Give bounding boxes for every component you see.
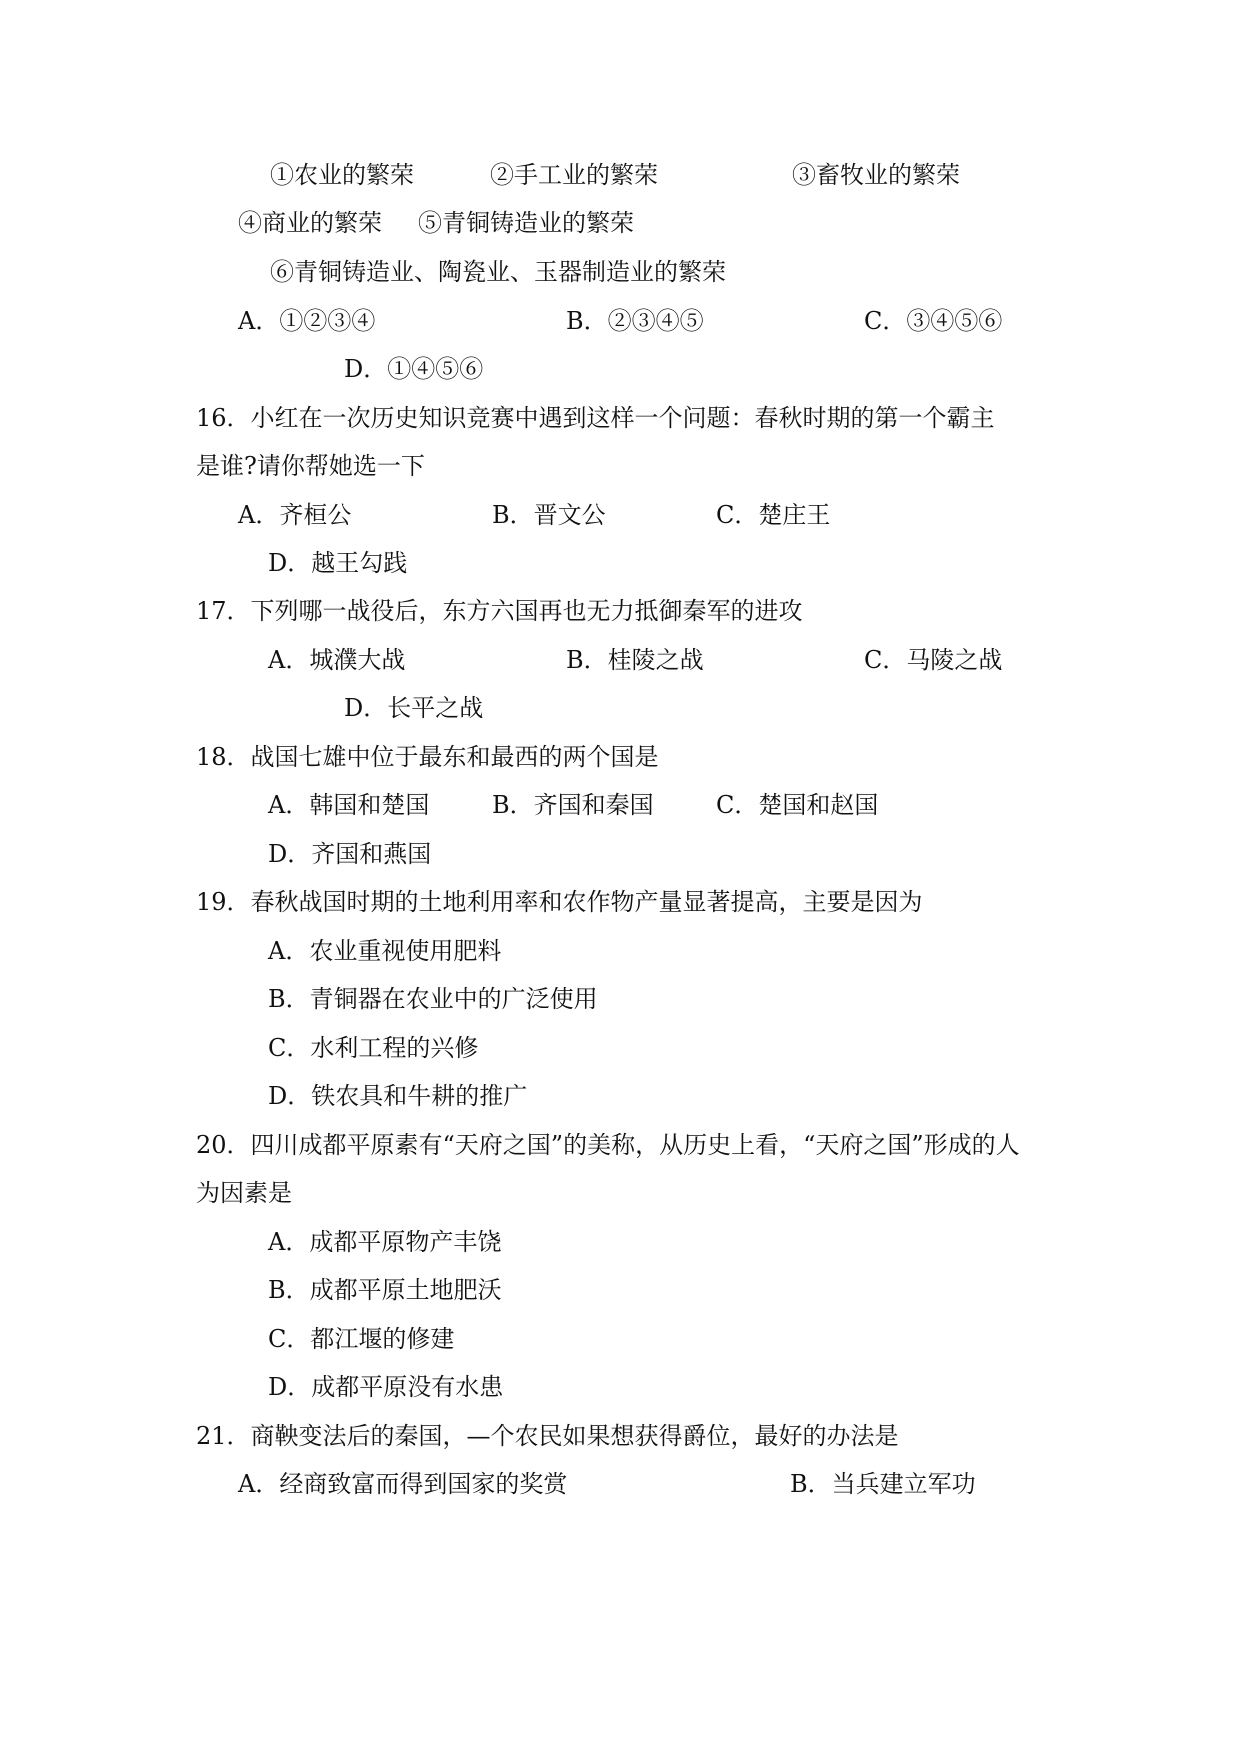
q17-option-c: C．马陵之战 <box>864 646 1003 674</box>
q19-option-a: A．农业重视使用肥料 <box>268 937 502 965</box>
q15-option-a: A．①②③④ <box>238 307 376 335</box>
q20-option-a: A．成都平原物产丰饶 <box>268 1228 502 1256</box>
q16-option-b: B．晋文公 <box>492 501 606 529</box>
q15-item-3: ③畜牧业的繁荣 <box>792 161 960 189</box>
q15-item-1: ①农业的繁荣 <box>270 161 414 189</box>
q16-stem-line1: 16．小红在一次历史知识竞赛中遇到这样一个问题：春秋时期的第一个霸主 <box>196 404 995 432</box>
q20-stem-line1: 20．四川成都平原素有“天府之国”的美称，从历史上看，“天府之国”形成的人 <box>196 1131 1020 1159</box>
q15-item-4: ④商业的繁荣 <box>238 209 382 237</box>
q21-option-b: B．当兵建立军功 <box>790 1470 976 1498</box>
q19-stem: 19．春秋战国时期的土地利用率和农作物产量显著提高，主要是因为 <box>196 888 923 916</box>
q20-option-b: B．成都平原土地肥沃 <box>268 1276 502 1304</box>
q18-option-a: A．韩国和楚国 <box>268 791 430 819</box>
q16-option-a: A．齐桓公 <box>238 501 352 529</box>
q17-option-a: A．城濮大战 <box>268 646 406 674</box>
q18-option-c: C．楚国和赵国 <box>716 791 879 819</box>
q15-option-b: B．②③④⑤ <box>566 307 704 335</box>
q20-stem-line2: 为因素是 <box>196 1179 292 1207</box>
q19-option-b: B．青铜器在农业中的广泛使用 <box>268 985 598 1013</box>
q21-option-a: A．经商致富而得到国家的奖赏 <box>238 1470 568 1498</box>
q19-option-d: D．铁农具和牛耕的推广 <box>268 1082 528 1110</box>
q15-item-2: ②手工业的繁荣 <box>490 161 658 189</box>
q16-stem-line2: 是谁?请你帮她选一下 <box>196 452 425 480</box>
q15-item-5: ⑤青铜铸造业的繁荣 <box>418 209 634 237</box>
q18-stem: 18．战国七雄中位于最东和最西的两个国是 <box>196 743 659 771</box>
q18-option-b: B．齐国和秦国 <box>492 791 654 819</box>
q15-option-d: D．①④⑤⑥ <box>344 355 484 383</box>
q21-stem: 21．商鞅变法后的秦国，—个农民如果想获得爵位，最好的办法是 <box>196 1422 899 1450</box>
q18-option-d: D．齐国和燕国 <box>268 840 432 868</box>
q15-item-6: ⑥青铜铸造业、陶瓷业、玉器制造业的繁荣 <box>270 258 726 286</box>
q17-stem: 17．下列哪一战役后，东方六国再也无力抵御秦军的进攻 <box>196 597 803 625</box>
q20-option-c: C．都江堰的修建 <box>268 1325 455 1353</box>
q20-option-d: D．成都平原没有水患 <box>268 1373 504 1401</box>
q16-option-d: D．越王勾践 <box>268 549 408 577</box>
q15-option-c: C．③④⑤⑥ <box>864 307 1003 335</box>
q16-option-c: C．楚庄王 <box>716 501 831 529</box>
q17-option-b: B．桂陵之战 <box>566 646 704 674</box>
q19-option-c: C．水利工程的兴修 <box>268 1034 479 1062</box>
q17-option-d: D．长平之战 <box>344 694 484 722</box>
